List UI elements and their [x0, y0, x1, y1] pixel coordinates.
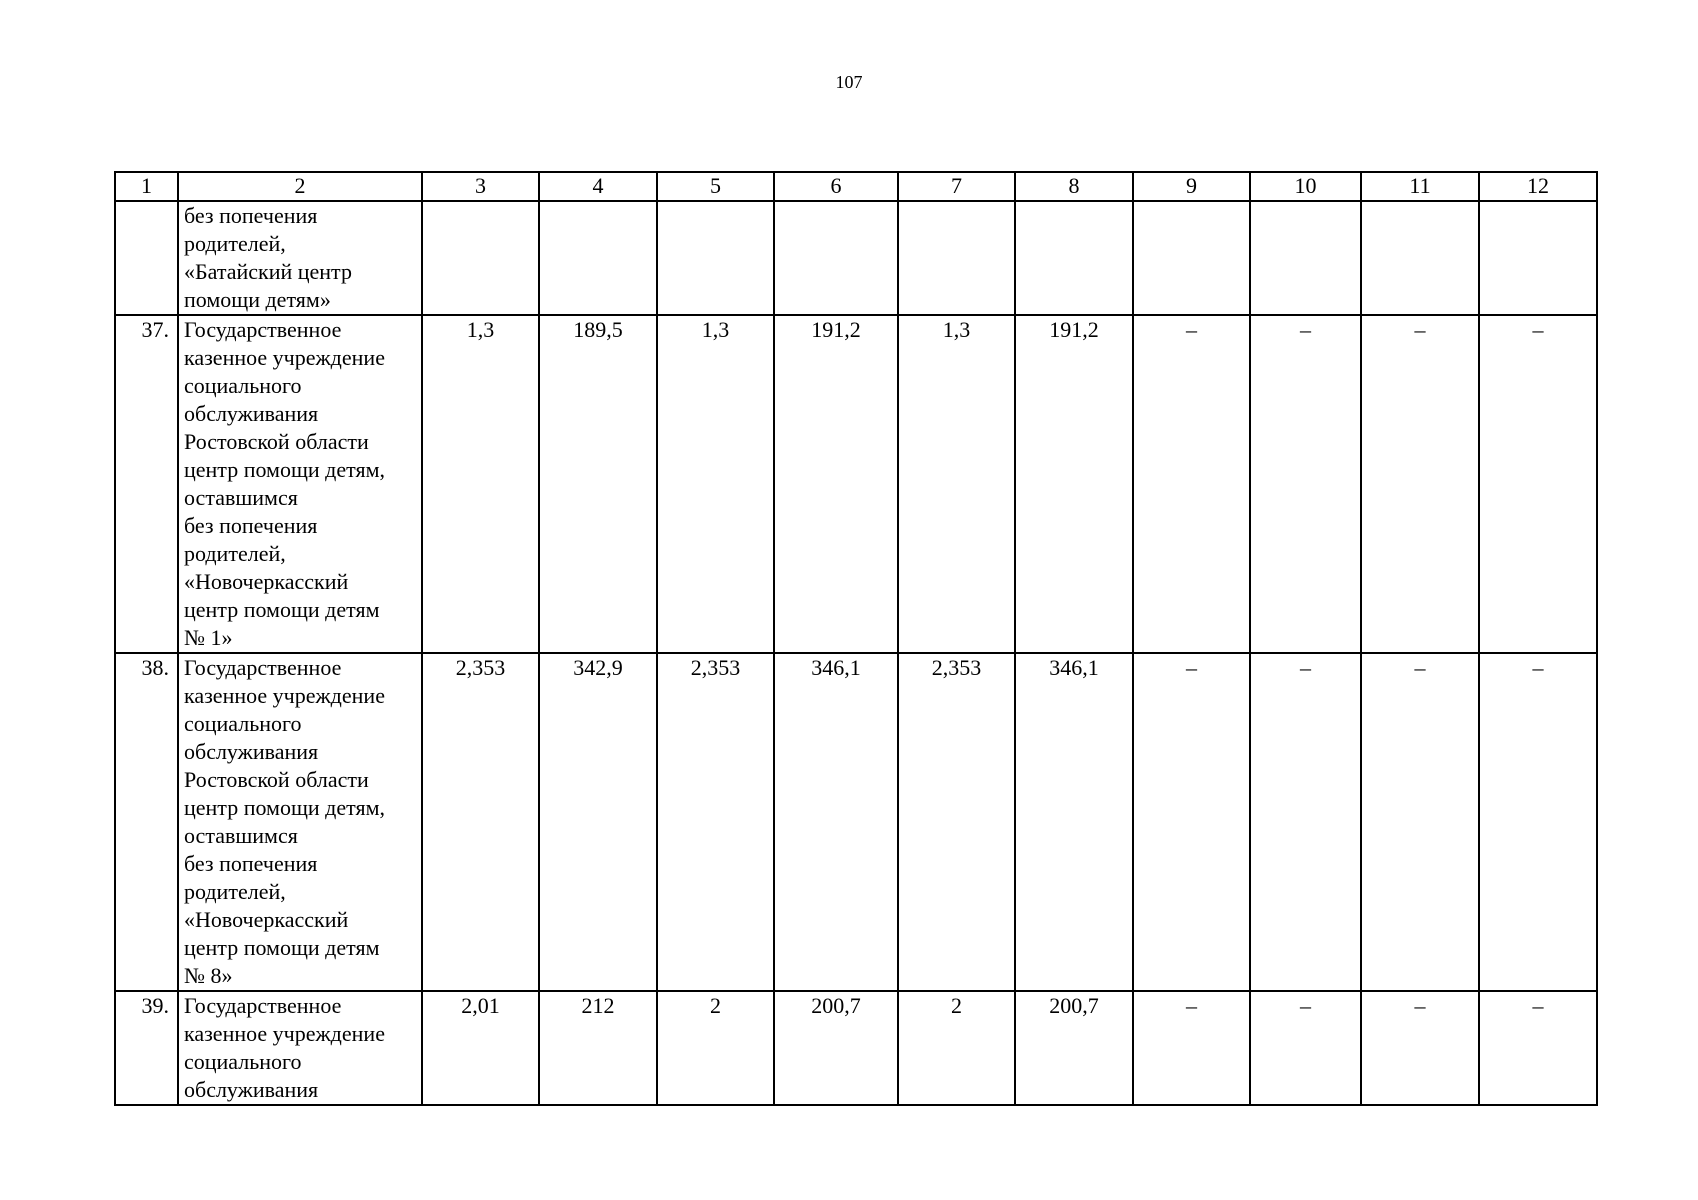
table-row [115, 315, 1597, 653]
value-cell: 191,2 [774, 315, 898, 653]
institution-name [178, 315, 422, 653]
column-number-12: 12 [1479, 172, 1597, 201]
name-line: оставшимся [184, 823, 298, 848]
name-line: без попечения [184, 513, 318, 538]
table-row [115, 201, 1597, 315]
value-cell [422, 201, 539, 315]
name-line: помощи детям» [184, 287, 331, 312]
value-cell: – [1250, 991, 1361, 1105]
value-cell: – [1361, 653, 1479, 991]
name-line: № 8» [184, 963, 233, 988]
name-line: центр помощи детям [184, 597, 380, 622]
column-number-10: 10 [1250, 172, 1361, 201]
name-line: центр помощи детям [184, 935, 380, 960]
column-number-2: 2 [178, 172, 422, 201]
name-line: центр помощи детям, [184, 457, 386, 482]
name-line: социального [184, 373, 302, 398]
value-cell: – [1133, 653, 1250, 991]
name-line: без попечения [184, 851, 318, 876]
name-line: «Батайский центр [184, 259, 352, 284]
name-line: казенное учреждение [184, 345, 385, 370]
value-cell [657, 201, 774, 315]
value-cell [1133, 201, 1250, 315]
name-line: Ростовской области [184, 767, 369, 792]
value-cell [898, 201, 1015, 315]
value-cell: 200,7 [774, 991, 898, 1105]
value-cell: 346,1 [774, 653, 898, 991]
column-number-11: 11 [1361, 172, 1479, 201]
name-line: казенное учреждение [184, 1021, 385, 1046]
value-cell: 2 [898, 991, 1015, 1105]
value-cell: 346,1 [1015, 653, 1133, 991]
value-cell: 191,2 [1015, 315, 1133, 653]
name-line: родителей, [184, 231, 286, 256]
value-cell [1361, 201, 1479, 315]
name-line: родителей, [184, 541, 286, 566]
name-line: оставшимся [184, 485, 298, 510]
value-cell [539, 201, 657, 315]
value-cell: 212 [539, 991, 657, 1105]
value-cell [1479, 201, 1597, 315]
name-line: обслуживания [184, 401, 319, 426]
value-cell: 189,5 [539, 315, 657, 653]
column-number-7: 7 [898, 172, 1015, 201]
value-cell: – [1479, 991, 1597, 1105]
value-cell: – [1133, 991, 1250, 1105]
name-line: Ростовской области [184, 429, 369, 454]
value-cell: – [1361, 315, 1479, 653]
value-cell: 2 [657, 991, 774, 1105]
column-number-8: 8 [1015, 172, 1133, 201]
column-number-6: 6 [774, 172, 898, 201]
institution-name [178, 991, 422, 1105]
data-table [114, 171, 1598, 1106]
name-line: социального [184, 711, 302, 736]
name-line: Государственное [184, 317, 342, 342]
value-cell: – [1479, 315, 1597, 653]
value-cell: 1,3 [898, 315, 1015, 653]
name-line: «Новочеркасский [184, 907, 349, 932]
value-cell: – [1361, 991, 1479, 1105]
column-number-row [115, 172, 1597, 201]
name-line: обслуживания [184, 1077, 319, 1102]
value-cell: – [1133, 315, 1250, 653]
institution-name [178, 201, 422, 315]
name-line: Государственное [184, 655, 342, 680]
name-line: родителей, [184, 879, 286, 904]
column-number-4: 4 [539, 172, 657, 201]
name-line: казенное учреждение [184, 683, 385, 708]
page-number: 107 [835, 72, 863, 92]
name-line: без попечения [184, 203, 318, 228]
value-cell [774, 201, 898, 315]
value-cell [1250, 201, 1361, 315]
name-line: № 1» [184, 625, 233, 650]
value-cell: 342,9 [539, 653, 657, 991]
name-line: центр помощи детям, [184, 795, 386, 820]
value-cell: 2,353 [422, 653, 539, 991]
value-cell: 1,3 [657, 315, 774, 653]
value-cell: 200,7 [1015, 991, 1133, 1105]
value-cell: 2,01 [422, 991, 539, 1105]
column-number-1: 1 [115, 172, 178, 201]
value-cell: 2,353 [657, 653, 774, 991]
name-line: обслуживания [184, 739, 319, 764]
name-line: социального [184, 1049, 302, 1074]
row-number: 37. [115, 315, 178, 653]
row-number: 39. [115, 991, 178, 1105]
table-row [115, 991, 1597, 1105]
value-cell: 2,353 [898, 653, 1015, 991]
column-number-3: 3 [422, 172, 539, 201]
row-number [115, 201, 178, 315]
institution-name [178, 653, 422, 991]
row-number: 38. [115, 653, 178, 991]
value-cell: – [1479, 653, 1597, 991]
value-cell: – [1250, 653, 1361, 991]
column-number-9: 9 [1133, 172, 1250, 201]
value-cell: 1,3 [422, 315, 539, 653]
column-number-5: 5 [657, 172, 774, 201]
table-row [115, 653, 1597, 991]
value-cell [1015, 201, 1133, 315]
name-line: Государственное [184, 993, 342, 1018]
name-line: «Новочеркасский [184, 569, 349, 594]
value-cell: – [1250, 315, 1361, 653]
